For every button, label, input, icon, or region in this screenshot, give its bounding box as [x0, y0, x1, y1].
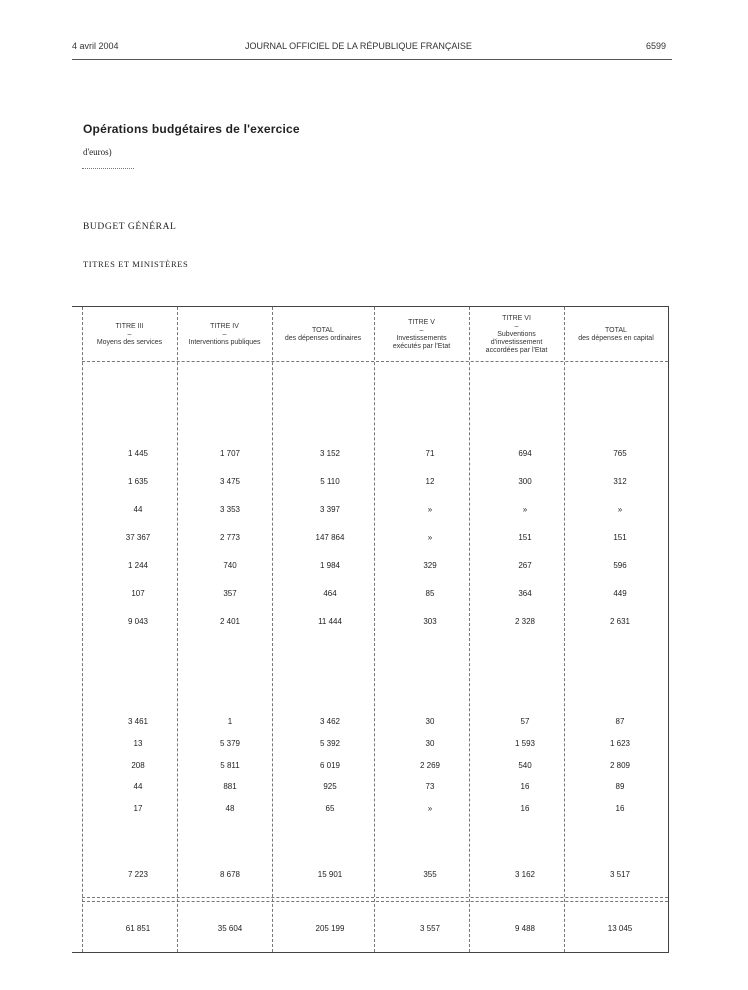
table-cell: 8 678: [219, 870, 241, 879]
column-header-dash: –: [514, 323, 519, 330]
table-cell: 925: [323, 782, 337, 791]
column-header-label: des dépenses en capital: [578, 335, 654, 342]
table-cell: 30: [425, 717, 435, 726]
column-header-total-capital: [564, 313, 668, 357]
column-header-dash: –: [222, 331, 227, 338]
table-cell: 12: [425, 477, 435, 486]
column-header-titre-iii: [82, 313, 177, 357]
table-cell: 30: [425, 739, 435, 748]
table-cell: 13: [133, 739, 143, 748]
column-divider: [469, 307, 470, 952]
total-separator: [82, 901, 668, 902]
table-cell: 1 593: [514, 739, 536, 748]
total-cell: 35 604: [217, 924, 243, 933]
column-divider: [82, 307, 83, 952]
column-header-label: Investissements exécutés par l'Etat: [392, 335, 451, 350]
table-cell: 1 623: [609, 739, 631, 748]
table-cell: 355: [423, 870, 437, 879]
column-header-label: Subventions d'investissement accordées par l'Etat: [485, 331, 548, 354]
table-cell: 87: [615, 717, 625, 726]
table-cell: 57: [520, 717, 530, 726]
total-cell: 205 199: [315, 924, 345, 933]
table-cell: 3 397: [319, 505, 341, 514]
table-cell: 3 475: [219, 477, 241, 486]
table-cell: 44: [133, 782, 143, 791]
total-cell: 9 488: [514, 924, 536, 933]
table-cell: 1 984: [319, 561, 341, 570]
table-cell: 303: [423, 617, 437, 626]
header-rule: [72, 59, 672, 60]
table-cell: 44: [133, 505, 143, 514]
section-budget-general: BUDGET GÉNÉRAL: [83, 222, 177, 232]
table-cell: 71: [425, 449, 435, 458]
section-titres-ministeres: TITRES ET MINISTÈRES: [83, 259, 189, 269]
column-divider: [374, 307, 375, 952]
table-cell: 85: [425, 589, 435, 598]
table-cell: 329: [423, 561, 437, 570]
table-cell: 11 444: [318, 617, 342, 626]
header-page-number: 6599: [646, 41, 667, 51]
table-cell: 5 811: [220, 761, 240, 770]
table-cell: 3 517: [609, 870, 631, 879]
table-cell: »: [522, 505, 528, 514]
column-header-titre-iv: [177, 313, 272, 357]
table-cell: 464: [323, 589, 337, 598]
column-header-dash: –: [127, 331, 132, 338]
column-header-line: TOTAL: [312, 327, 334, 334]
table-cell: 89: [615, 782, 625, 791]
table-cell: 151: [613, 533, 627, 542]
table-cell: 765: [613, 449, 627, 458]
table-cell: 7 223: [127, 870, 149, 879]
table-cell: 37 367: [125, 533, 151, 542]
header-journal-title: JOURNAL OFFICIEL DE LA RÉPUBLIQUE FRANÇAISE: [245, 41, 472, 51]
document-subtitle: d'euros): [83, 147, 112, 157]
column-divider: [272, 307, 273, 952]
total-cell: 61 851: [125, 924, 151, 933]
table-cell: 3 462: [319, 717, 341, 726]
table-cell: 312: [613, 477, 627, 486]
table-cell: 5 392: [319, 739, 341, 748]
table-cell: 48: [225, 804, 235, 813]
table-cell: 1 445: [127, 449, 149, 458]
table-cell: 73: [425, 782, 435, 791]
table-cell: 9 043: [127, 617, 149, 626]
table-cell: 2 809: [609, 761, 631, 770]
table-cell: 740: [223, 561, 237, 570]
column-header-label: des dépenses ordinaires: [284, 335, 362, 342]
column-divider: [177, 307, 178, 952]
table-cell: 449: [613, 589, 627, 598]
table-cell: 3 162: [514, 870, 536, 879]
table-cell: 16: [615, 804, 625, 813]
column-header-label: Moyens des services: [96, 339, 163, 346]
column-header-line: TITRE V: [408, 319, 435, 326]
table-cell: 1 244: [127, 561, 149, 570]
table-cell: 5 110: [320, 477, 340, 486]
column-divider: [564, 307, 565, 952]
decorative-underline: [82, 168, 134, 169]
table-cell: 2 328: [514, 617, 536, 626]
table-cell: 5 379: [219, 739, 241, 748]
table-cell: 2 401: [219, 617, 241, 626]
table-cell: 15 901: [317, 870, 343, 879]
table-cell: »: [617, 505, 623, 514]
total-cell: 3 557: [419, 924, 441, 933]
table-cell: 6 019: [319, 761, 341, 770]
total-separator: [82, 897, 668, 898]
table-cell: 1 635: [127, 477, 149, 486]
column-header-line: TITRE IV: [210, 323, 239, 330]
table-cell: 3 152: [319, 449, 341, 458]
column-header-dash: –: [419, 327, 424, 334]
table-cell: 694: [518, 449, 532, 458]
table-cell: 151: [518, 533, 532, 542]
column-header-label: Interventions publiques: [188, 339, 261, 346]
column-header-line: TITRE III: [115, 323, 144, 330]
table-cell: 1 707: [219, 449, 241, 458]
table-cell: 107: [131, 589, 145, 598]
document-title: Opérations budgétaires de l'exercice: [83, 122, 300, 136]
column-header-line: TITRE VI: [502, 315, 531, 322]
table-cell: 208: [131, 761, 145, 770]
table-cell: 3 461: [127, 717, 149, 726]
column-header-titre-v: [374, 313, 469, 357]
table-cell: 147 864: [315, 533, 345, 542]
budget-table: [72, 306, 669, 953]
table-cell: 1: [227, 717, 233, 726]
table-cell: 364: [518, 589, 532, 598]
table-cell: 881: [223, 782, 237, 791]
table-cell: 16: [520, 782, 530, 791]
table-cell: 2 269: [419, 761, 441, 770]
table-cell: 3 353: [219, 505, 241, 514]
column-header-total-ordinaires: [272, 313, 374, 357]
table-cell: 2 773: [219, 533, 241, 542]
column-header-titre-vi: [469, 313, 564, 357]
header-date: 4 avril 2004: [72, 41, 119, 51]
total-cell: 13 045: [607, 924, 633, 933]
table-cell: 596: [613, 561, 627, 570]
table-cell: »: [427, 804, 433, 813]
table-cell: »: [427, 533, 433, 542]
table-cell: 2 631: [609, 617, 631, 626]
table-cell: 17: [133, 804, 143, 813]
table-cell: »: [427, 505, 433, 514]
header-separator: [82, 361, 668, 362]
table-cell: 267: [518, 561, 532, 570]
table-cell: 357: [223, 589, 237, 598]
column-header-line: TOTAL: [605, 327, 627, 334]
table-cell: 16: [520, 804, 530, 813]
table-cell: 540: [518, 761, 532, 770]
table-cell: 65: [325, 804, 335, 813]
table-cell: 300: [518, 477, 532, 486]
